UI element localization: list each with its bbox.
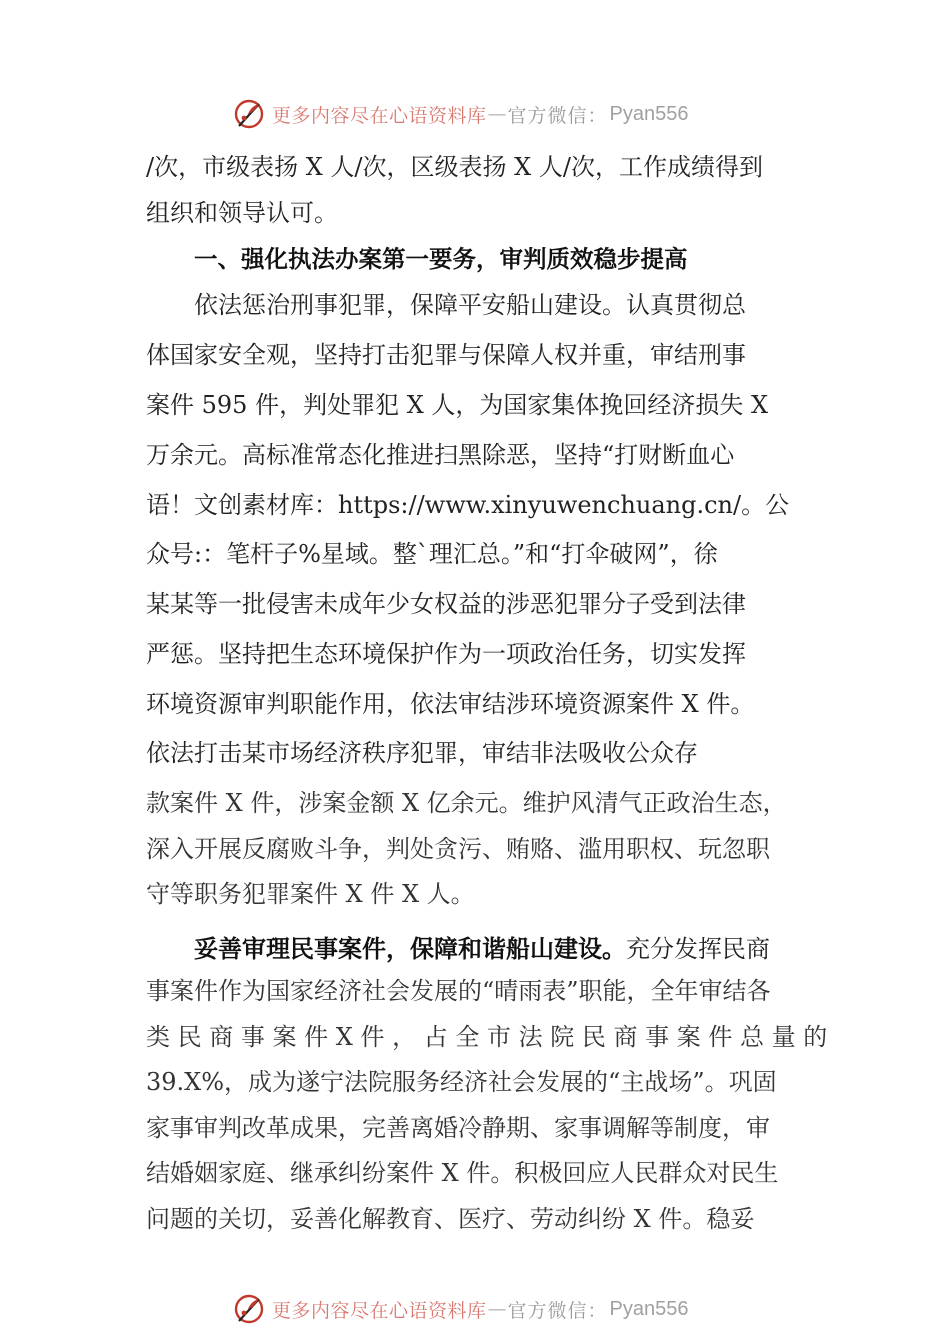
text-line: 深入开展反腐败斗争，判处贪污、贿赂、滥用职权、玩忽职: [146, 835, 770, 863]
text-line: 严惩。坚持把生态环境保护作为一项政治任务，切实发挥: [146, 640, 746, 668]
section-heading: 一、强化执法办案第一要务，审判质效稳步提高: [194, 245, 688, 273]
text-line: /次，市级表扬 X 人/次，区级表扬 X 人/次，工作成绩得到: [146, 153, 763, 181]
text-line: 依法惩治刑事犯罪，保障平安船山建设。认真贯彻总: [194, 291, 746, 319]
text-line: 组织和领导认可。: [146, 199, 338, 227]
text-line: 类 民 商 事 案 件 X 件 ， 占 全 市 法 院 民 商 事 案 件 总 量 的: [146, 1023, 828, 1051]
watermark-header: [232, 96, 689, 132]
text-line: 问题的关切，妥善化解教育、医疗、劳动纠纷 X 件。稳妥: [146, 1205, 755, 1233]
text-line: 事案件作为国家经济社会发展的“晴雨表”职能，全年审结各: [146, 977, 771, 1005]
text-line: 结婚姻家庭、继承纠纷案件 X 件。积极回应人民群众对民生: [146, 1159, 779, 1187]
text-line: 语！文创素材库：https://www.xinyuwenchuang.cn/。公: [146, 491, 790, 519]
paragraph-lead-line: [194, 932, 770, 966]
watermark-dash: —: [487, 1298, 507, 1320]
paragraph-lead-rest: 充分发挥民商: [626, 935, 770, 963]
text-line: 39.X%，成为遂宁法院服务经济社会发展的“主战场”。巩固: [146, 1068, 777, 1096]
text-line: 体国家安全观，坚持打击犯罪与保障人权并重，审结刑事: [146, 341, 746, 369]
watermark-wechat-id: Pyan556: [609, 102, 689, 125]
text-line: 某某等一批侵害未成年少女权益的涉恶犯罪分子受到法律: [146, 590, 746, 618]
quill-logo-icon: [232, 97, 266, 131]
watermark-wechat-id: Pyan556: [609, 1297, 689, 1320]
text-line: 依法打击某市场经济秩序犯罪，审结非法吸收公众存: [146, 739, 698, 767]
quill-logo-icon: [232, 1292, 266, 1326]
watermark-official: 官方微信：: [507, 104, 608, 127]
text-line: 环境资源审判职能作用，依法审结涉环境资源案件 X 件。: [146, 690, 755, 718]
watermark-dash: —: [487, 103, 507, 125]
watermark-official: 官方微信：: [507, 1299, 608, 1322]
watermark-brand: 更多内容尽在心语资料库: [272, 104, 487, 127]
text-line: 守等职务犯罪案件 X 件 X 人。: [146, 880, 475, 908]
watermark-footer: [232, 1291, 689, 1327]
watermark-brand: 更多内容尽在心语资料库: [272, 1299, 487, 1322]
text-line: 万余元。高标准常态化推进扫黑除恶，坚持“打财断血心: [146, 441, 735, 469]
text-line: 案件 595 件，判处罪犯 X 人，为国家集体挽回经济损失 X: [146, 391, 769, 419]
text-line: 款案件 X 件，涉案金额 X 亿余元。维护风清气正政治生态，: [146, 789, 787, 817]
text-line: 家事审判改革成果，完善离婚冷静期、家事调解等制度，审: [146, 1114, 770, 1142]
text-line: 众号:：笔杆子%星域。整`理汇总。”和“打伞破网”，徐: [146, 540, 718, 568]
paragraph-lead: 妥善审理民事案件，保障和谐船山建设。: [194, 935, 626, 963]
